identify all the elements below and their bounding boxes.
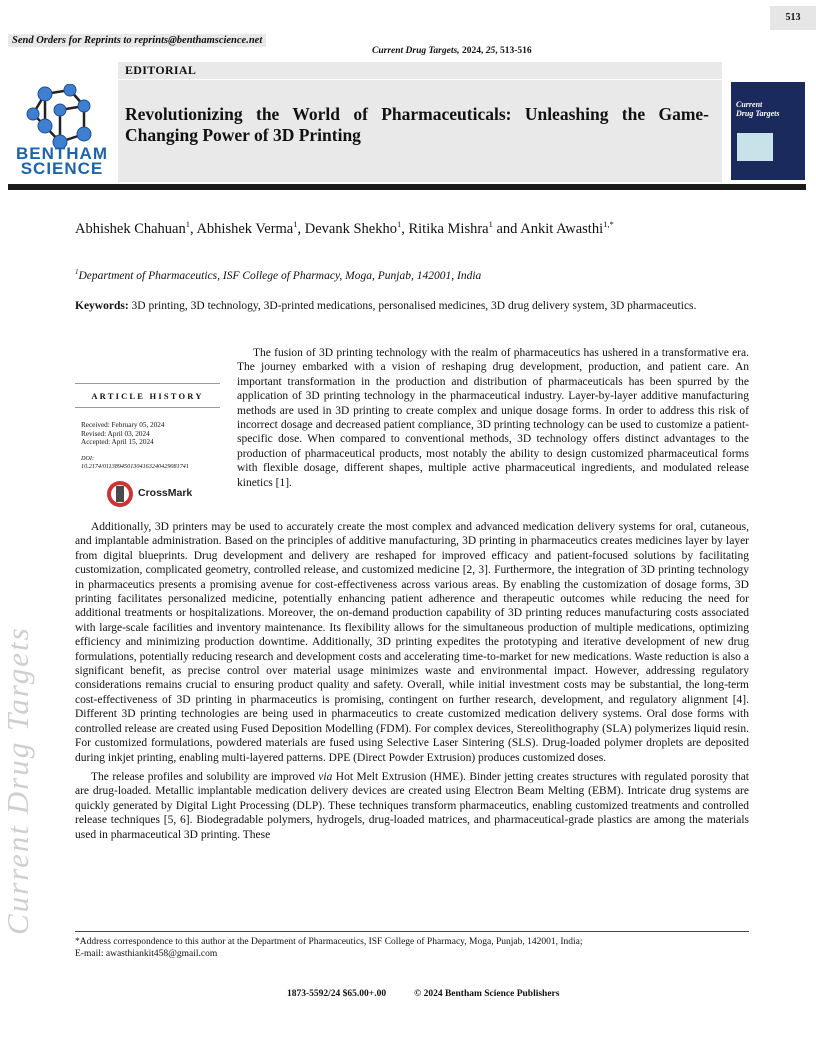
author-name: Abhishek Verma	[196, 220, 294, 237]
author-affiliation-mark: 1	[488, 219, 493, 229]
body-paragraph: Additionally, 3D printers may be used to accurately create the most complex and advanced medication delivery systems for oral, cutaneous, and implantable administration. Based on the principles of additive manufacturing, 3D printing in pharmaceutics creates medicines layer by layer from digital blueprints. Drug development and delivery are reshaped for improved efficacy and patient-focused solutions by facilitating customization, complicated geometry, controlled release, and customized medicine [2, 3]. Furthermore, the integration of 3D printing technology in pharmaceutics presents a promising avenue for cost-effectiveness across various areas. By enabling the customization of dosage forms, 3D printing facilitates personalized medicine, potentially enhancing patient adherence and therapeutic outcomes while reducing the need for additional treatments or hospitalizations. Moreover, the on-demand production capability of 3D printing reduces manufacturing costs associated with large-scale facilities and inventory maintenance. Its flexibility allows for the simultaneous production of multiple medications, optimizing efficiency and minimizing production downtime. Additionally, 3D printing expedites the prototyping and iterative development of new drug formulations, potentially reducing research and development costs and accelerating time-to-market for new medications. Waste reduction is also a significant benefit, as precise control over material usage minimizes waste and environmental impact. However, addressing regulatory considerations remains crucial to ensuring product quality and safety. Overall, while initial investment costs may be substantial, the long-term cost-effectiveness of 3D printing in pharmaceutics is promising, contingent on further research, development, and regulatory alignment [4]. Different 3D printing technologies are being used in pharmaceutics to create customized medication delivery systems. Oral dose forms with controlled release are created using Fused Deposition Modelling (FDM). For complex devices, Stereolithography (SLA) polymerizes liquid resin. For customized formulations, powdered materials are fused using Selective Laser Sintering (SLS). Drug-loaded polymer droplets are deposited during inkjet printing, enabling multi-layered patterns. DPE (Direct Powder Extrusion) produces customized doses.	[75, 521, 749, 764]
body-text	[75, 520, 749, 842]
journal-cover-title: Current Drug Targets	[736, 100, 780, 118]
doi[interactable]: DOI: 10.2174/0113894501304163240429081741	[81, 455, 189, 470]
revised-date: Revised: April 03, 2024	[81, 429, 150, 438]
history-rule-top	[75, 383, 220, 384]
crossmark-icon	[106, 480, 134, 508]
publisher-logo-text: BENTHAM SCIENCE	[16, 144, 108, 178]
page-number: 513	[770, 6, 816, 30]
author-affiliation-mark: 1	[185, 219, 190, 229]
footnote-rule	[75, 931, 749, 932]
section-label: EDITORIAL	[125, 63, 197, 77]
journal-watermark: Current Drug Targets	[0, 626, 35, 935]
keywords: Keywords: 3D printing, 3D technology, 3D-printed medications, personalised medicines, 3D drug delivery system, 3D pharmaceutics.	[75, 300, 697, 312]
article-dates	[81, 421, 164, 447]
body-paragraph: The release profiles and solubility are improved via Hot Melt Extrusion (HME). Binder jetting creates structures with regulated porosity that are drug-loaded. Metallic implantable medication delivery devices are created using Electron Beam Melting (EBM). Intricate drug systems are quickly generated by Digital Light Processing (DLP). These techniques transform pharmaceutics, enabling customized treatments and controlled release techniques [5, 6]. Biodegradable polymers, hydrogels, drug-loaded matrices, and pharmaceutical-grade plastics are among the materials used in pharmaceutical 3D printing. These	[75, 770, 750, 841]
journal-reference: Current Drug Targets, 2024, 25, 513-516	[372, 46, 532, 56]
author-name: Abhishek Chahuan	[75, 220, 186, 237]
publication-footer: 1873-5592/24 $65.00+.00 © 2024 Bentham Science Publishers	[287, 989, 560, 999]
affiliation: $^1$Department of Pharmaceutics, ISF College of Pharmacy, Moga, Punjab, 142001, India	[75, 268, 482, 282]
author-name: Ritika Mishra	[408, 220, 489, 237]
article-history-heading: ARTICLE HISTORY	[91, 391, 204, 401]
history-rule-bottom	[75, 407, 220, 408]
crossmark-badge[interactable]: CrossMark	[106, 480, 190, 508]
author-affiliation-mark: 1	[396, 219, 402, 229]
correspondence-footnote: *Address correspondence to this author at the Department of Pharmaceutics, ISF College of Pharmacy, Moga, Punjab, 142001, India; E-mail: awasthiankit458@gmail.com	[75, 936, 749, 960]
author-name: Devank Shekho	[304, 220, 397, 237]
author-affiliation-mark: 1,*	[603, 219, 614, 229]
header-rule	[8, 184, 806, 190]
author-name: Ankit Awasthi	[520, 220, 604, 237]
article-title: Revolutionizing the World of Pharmaceuticals: Unleashing the Game-Changing Power of 3D Printing	[125, 104, 709, 145]
banner-divider	[118, 79, 722, 80]
journal-cover-image	[737, 133, 773, 161]
email[interactable]: E-mail: awasthiankit458@gmail.com	[75, 949, 218, 959]
accepted-date: Accepted: April 15, 2024	[81, 438, 154, 447]
author-list: Abhishek Chahuan$^1$, Abhishek Verma$^1$, Devank Shekho$^1$, Ritika Mishra$^1$ and Ankit Awasthi$^{1,*}$	[75, 219, 614, 237]
journal-cover	[731, 82, 805, 180]
reprints-notice: Send Orders for Reprints to reprints@benthamscience.net	[8, 34, 266, 47]
author-affiliation-mark: 1	[293, 219, 298, 229]
received-date: Received: February 05, 2024	[81, 421, 165, 429]
intro-paragraph: The fusion of 3D printing technology with the realm of pharmaceutics has ushered in a transformative era. The journey embarked with a vision of reshaping drug development, production, and patient care. An important transformation in the production and distribution of pharmaceuticals has been spurred by the application of 3D printing technology in the pharmaceutical industry. Layer-by-layer additive manufacturing methods are used in 3D printing to create complex and unique dosage forms. In order to address this risk of incorrect dosage and decreased patient compliance, 3D printing technology can be used to customize a patient-specific dose. When compared to conventional methods, 3D technology offers distinct advantages to the production of pharmaceutical products, most notably the ability to design customized pharmaceutical forms with flexible dosage, different shapes, multiple active pharmaceutical ingredients, and modulated release kinetics [1].	[237, 347, 749, 489]
